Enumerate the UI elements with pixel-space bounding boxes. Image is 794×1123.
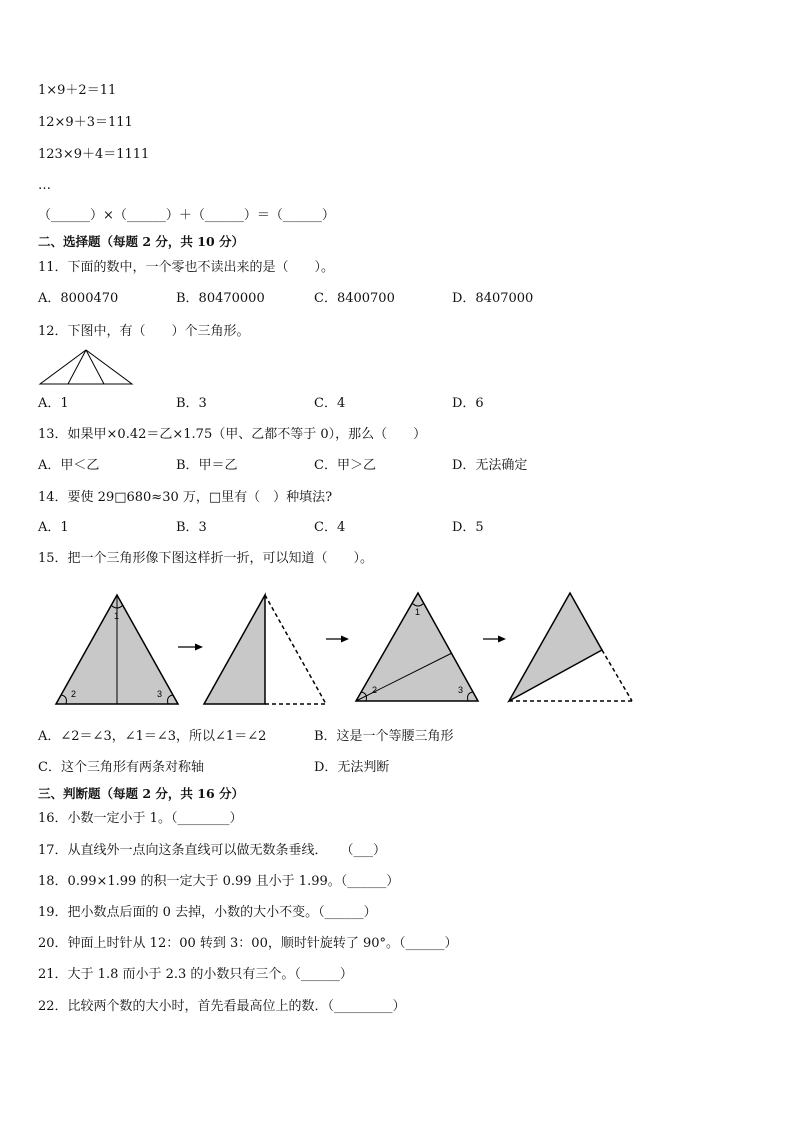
q15-stem: 15．把一个三角形像下图这样折一折，可以知道（ ）。 xyxy=(38,551,374,566)
fold-triangle-2 xyxy=(204,595,265,704)
q14-stem: 14．要使 29□680≈30 万，□里有（ ）种填法? xyxy=(38,490,333,505)
q12-option-b: B．3 xyxy=(176,396,207,411)
q16: 16．小数一定小于 1。（________） xyxy=(38,811,243,826)
q13-option-c: C．甲＞乙 xyxy=(314,458,376,473)
q12-option-a: A．1 xyxy=(38,396,69,411)
q14-option-c: C．4 xyxy=(314,520,346,535)
pattern-line-3: 123×9＋4＝1111 xyxy=(38,147,150,162)
angle-2-label-b: 2 xyxy=(372,685,378,695)
q12-option-d: D．6 xyxy=(452,396,484,411)
q12-triangle-figure xyxy=(38,348,134,388)
q18: 18．0.99×1.99 的积一定大于 0.99 且小于 1.99。（______） xyxy=(38,874,400,889)
pattern-line-1: 1×9＋2＝11 xyxy=(38,83,117,98)
q11-option-a: A．8000470 xyxy=(38,291,119,306)
angle-1-label: 1 xyxy=(114,611,120,621)
q13-stem: 13．如果甲×0.42＝乙×1.75（甲、乙都不等于 0），那么（ ） xyxy=(38,427,427,442)
section-title-choice: 二、选择题（每题 2 分，共 10 分） xyxy=(38,234,245,249)
q14-option-b: B．3 xyxy=(176,520,207,535)
pattern-ellipsis: … xyxy=(38,178,51,193)
pattern-blank-equation: （______）×（______）＋（______）＝（______） xyxy=(38,208,335,223)
angle-2-label: 2 xyxy=(71,689,77,699)
q19: 19．把小数点后面的 0 去掉，小数的大小不变。（______） xyxy=(38,905,377,920)
q22: 22．比较两个数的大小时，首先看最高位上的数．（_________） xyxy=(38,999,406,1014)
q17: 17．从直线外一点向这条直线可以做无数条垂线． （___） xyxy=(38,843,387,858)
q15-option-a: A．∠2＝∠3，∠1＝∠3，所以∠1＝∠2 xyxy=(38,729,267,744)
q12-stem: 12．下图中，有（ ）个三角形。 xyxy=(38,324,250,339)
q13-option-d: D．无法确定 xyxy=(452,458,528,473)
section-title-judgement: 三、判断题（每题 2 分，共 16 分） xyxy=(38,786,245,801)
q21: 21．大于 1.8 而小于 2.3 的小数只有三个。（______） xyxy=(38,967,353,982)
q15-option-d: D．无法判断 xyxy=(314,760,390,775)
angle-1-label-b: 1 xyxy=(415,607,421,617)
q11-option-d: D．8407000 xyxy=(452,291,534,306)
q14-option-d: D．5 xyxy=(452,520,484,535)
angle-3-label: 3 xyxy=(157,689,163,699)
q15-option-c: C．这个三角形有两条对称轴 xyxy=(38,760,204,775)
q14-option-a: A．1 xyxy=(38,520,69,535)
q20: 20．钟面上时针从 12：00 转到 3：00，顺时针旋转了 90°。（______） xyxy=(38,936,458,951)
q11-option-c: C．8400700 xyxy=(314,291,395,306)
q11-option-b: B．80470000 xyxy=(176,291,265,306)
q12-option-c: C．4 xyxy=(314,396,346,411)
pattern-line-2: 12×9＋3＝111 xyxy=(38,115,133,130)
q11-stem: 11．下面的数中，一个零也不读出来的是（ ）。 xyxy=(38,260,335,275)
angle-3-label-b: 3 xyxy=(458,685,464,695)
q15-fold-figure xyxy=(0,585,660,710)
q15-option-b: B．这是一个等腰三角形 xyxy=(314,729,454,744)
fold-triangle-4 xyxy=(509,593,602,701)
q13-option-b: B．甲＝乙 xyxy=(176,458,238,473)
q13-option-a: A．甲＜乙 xyxy=(38,458,100,473)
